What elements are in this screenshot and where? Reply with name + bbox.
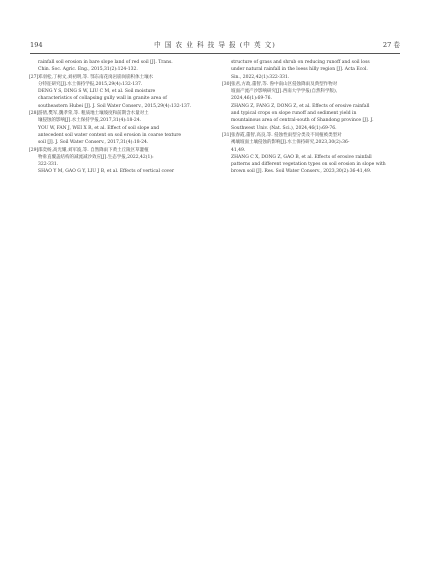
reference-line: 邵奕杨,高光耀,刘军波,等. 自然降雨下黄土丘陵区草灌植 — [38, 147, 149, 153]
reference-continuation — [29, 59, 207, 74]
reference-line: 322-331. — [38, 162, 59, 168]
volume-label: 27 卷 — [382, 41, 400, 49]
reference-line: 2024,46(1):69-76. — [231, 96, 272, 102]
reference-entry — [222, 81, 400, 132]
reference-line: characteristics of collapsing gully wall in granite area of — [38, 96, 167, 102]
reference-line: structure of grass and shrub on reducing runoff and soil loss — [231, 60, 370, 65]
reference-line: 张君,方政,董智,等. 鲁中南山区侵蚀降雨及典型作物对 — [231, 81, 338, 87]
reference-line: YOU W, FAN J, WEI X R, et al. Effect of soil slope and — [38, 125, 160, 131]
reference-line: antecedent soil water content on soil erosion in coarse texture — [38, 132, 182, 138]
reference-line: soil [J]. J. Soil Water Conserv., 2017,31(4):18-24. — [38, 140, 149, 146]
reference-number: [30] — [222, 81, 232, 87]
reference-line: and typical crops on slope runoff and sediment yield in — [231, 111, 357, 117]
reference-line: 褐壤坡面土壤侵蚀的影响[J].水土保持研究,2023,30(2):36- — [231, 140, 350, 146]
running-header — [30, 41, 400, 54]
reference-line: 41,49. — [231, 147, 246, 153]
reference-entry — [29, 147, 207, 176]
reference-column-right — [222, 59, 400, 176]
reference-line: Sin., 2022,42(1):322-331. — [231, 74, 290, 80]
reference-line: Chin. Soc. Agric. Eng., 2015,31(2):124-132. — [38, 67, 138, 73]
reference-entry — [29, 110, 207, 146]
reference-line: patterns and different vegetation types on soil erosion in slope with — [231, 162, 386, 168]
reference-continuation — [222, 59, 400, 81]
reference-entry — [222, 132, 400, 176]
reference-number: [27] — [29, 74, 39, 80]
reference-line: 分特征研究[J].水土保持学报,2015,29(4):132-137. — [38, 81, 143, 87]
reference-line: mountainous area of central-south of Shandong province [J]. J. — [231, 118, 374, 124]
reference-line: 壤侵蚀的影响[J].水土保持学报,2017,31(4):18-24. — [38, 118, 142, 124]
reference-line: Southwest Univ. (Nat. Sci.), 2024,46(1):69-76. — [231, 125, 337, 131]
reference-line: 张春霞,董智,高良,等. 侵蚀性雨型分类及不同植被类型对 — [231, 132, 342, 138]
reference-number: [28] — [29, 111, 39, 117]
reference-line: DENG Y S, DING S W, LIU C M, et al. Soil moisture — [38, 89, 156, 95]
reference-number: [29] — [29, 147, 39, 153]
reference-line: SHAO Y M, GAO G Y, LIU J B, et al. Effects of vertical cover — [38, 169, 175, 175]
reference-line: ZHANG C X, DONG Z, GAO B, et al. Effects of erosive rainfall — [231, 154, 372, 160]
reference-line: rainfall soil erosion in bare slope land of red soil [J]. Trans. — [38, 60, 173, 65]
reference-line: 邓羽松,丁树文,刘初明,等. 鄂东南花岗岩崩岗崩积体土壤水 — [38, 74, 154, 80]
reference-line: ZHANG Z, FANG Z, DONG Z, et al. Effects of erosive rainfall — [231, 103, 370, 109]
reference-line: 游倩,樊军,魏孝荣,等. 粗质地土壤坡度和前期含水量对土 — [38, 111, 149, 117]
reference-line: 坡面产流产沙影响研究[J].西南大学学报(自然科学版), — [231, 89, 338, 95]
journal-title: 中 国 农 业 科 技 导 报 (中 英 文) — [154, 41, 276, 49]
reference-line: under natural rainfall in the loess hilly region [J]. Acta Ecol. — [231, 67, 368, 73]
reference-number: [31] — [222, 132, 232, 138]
reference-column-left — [29, 59, 207, 176]
reference-line: southeastern Hubei [J]. J. Soil Water Conserv., 2015,29(4):132-137. — [38, 103, 192, 109]
page-number: 194 — [30, 41, 43, 49]
reference-line: brown soil [J]. Res. Soil Water Conserv., 2023,30(2):36-41,49. — [231, 169, 372, 175]
reference-line: 物垂直覆盖结构的减流减沙效应[J].生态学报,2022,42(1): — [38, 154, 154, 160]
reference-entry — [29, 74, 207, 110]
